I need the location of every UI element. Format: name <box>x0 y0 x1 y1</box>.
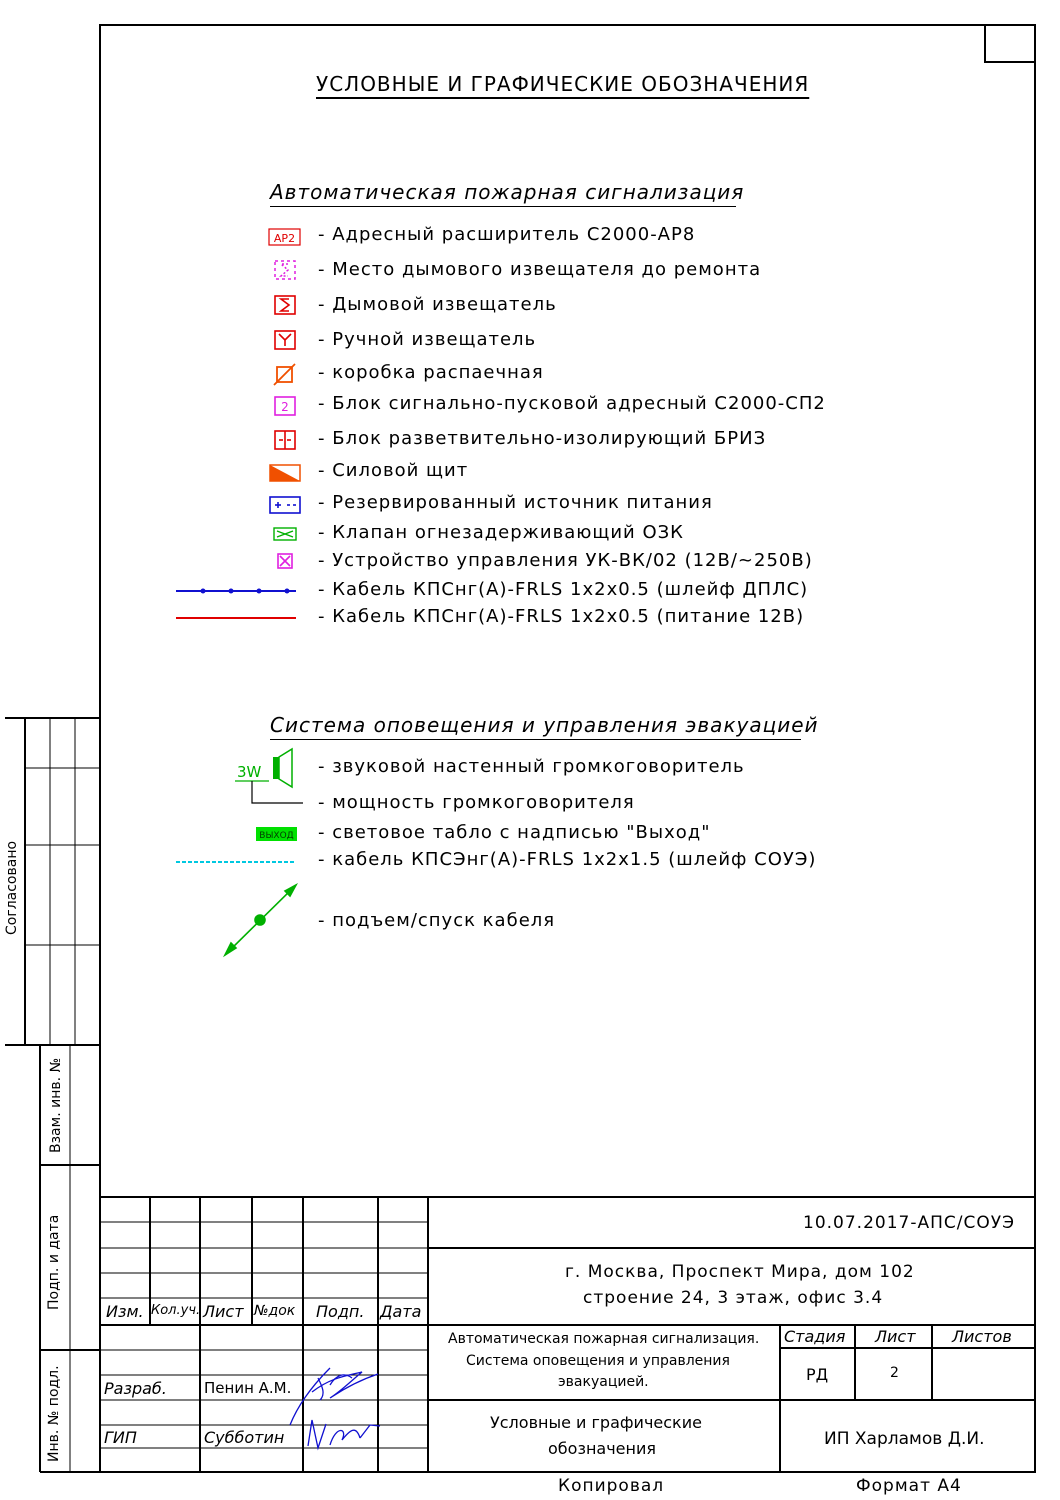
col-header-doc-no: №док <box>254 1303 296 1319</box>
document-code: 10.07.2017-АПС/СОУЭ <box>803 1213 1015 1233</box>
agreed-stamp-label: Согласовано <box>4 840 20 935</box>
aps-item-label: - Место дымового извещателя до ремонта <box>318 259 762 280</box>
aps-item-label: - Ручной извещатель <box>318 329 537 350</box>
copied-label: Копировал <box>558 1476 665 1496</box>
aps-item-label: - Кабель КПСнг(А)-FRLS 1х2х0.5 (питание 12В) <box>318 606 805 627</box>
svg-text:ВЫХОД: ВЫХОД <box>259 831 294 841</box>
original-inv-label: Инв. № подл. <box>46 1365 62 1462</box>
name-chief-engineer: Субботин <box>204 1428 285 1447</box>
aps-item-label: - Устройство управления УК-ВК/02 (12В/~250В) <box>318 550 813 571</box>
role-developer: Разраб. <box>104 1379 167 1398</box>
soue-item-label: - световое табло с надписью "Выход" <box>318 822 711 843</box>
soue-item-label: - мощность громкоговорителя <box>318 792 635 813</box>
sheet-value: 2 <box>890 1365 899 1381</box>
col-header-sign: Подп. <box>316 1302 365 1321</box>
col-header-list: Лист <box>203 1302 244 1321</box>
stage-value: РД <box>806 1365 829 1384</box>
svg-text:2: 2 <box>281 400 289 414</box>
aps-item-label: - Адресный расширитель С2000-АР8 <box>318 224 696 245</box>
replacement-inv-label: Взам. инв. № <box>48 1057 64 1153</box>
aps-item-label: - Силовой щит <box>318 460 469 481</box>
aps-item-label: - Блок сигнально-пусковой адресный С2000-СП2 <box>318 393 826 414</box>
aps-item-label: - Кабель КПСнг(А)-FRLS 1х2х0.5 (шлейф ДПЛС) <box>318 579 809 600</box>
cable-riser-icon <box>225 885 296 955</box>
wall-speaker-icon <box>235 749 292 787</box>
stage-label: Стадия <box>784 1327 846 1346</box>
project-name-line-3: эвакуацией. <box>558 1374 649 1390</box>
project-name-line-1: Автоматическая пожарная сигнализация. <box>448 1331 760 1347</box>
sheet-label: Лист <box>875 1327 916 1346</box>
svg-text:3W: 3W <box>237 763 262 781</box>
aps-item-label: - Дымовой извещатель <box>318 294 557 315</box>
format-label: Формат А4 <box>856 1476 962 1496</box>
sign-date-label: Подп. и дата <box>46 1214 62 1310</box>
svg-text:АР2: АР2 <box>273 232 296 245</box>
col-header-izm: Изм. <box>106 1302 144 1321</box>
project-name-line-2: Система оповещения и управления <box>466 1353 730 1369</box>
page-title: УСЛОВНЫЕ И ГРАФИЧЕСКИЕ ОБОЗНАЧЕНИЯ <box>316 72 810 96</box>
name-developer: Пенин А.М. <box>204 1379 292 1397</box>
exit-sign-icon <box>256 827 297 841</box>
sheets-label: Листов <box>952 1327 1012 1346</box>
drawing-title-line-2: обозначения <box>548 1439 656 1458</box>
aps-item-label: - Блок разветвительно-изолирующий БРИЗ <box>318 428 767 449</box>
speaker-power-leader-icon <box>252 781 303 803</box>
role-chief-engineer: ГИП <box>104 1428 137 1447</box>
aps-heading: Автоматическая пожарная сигнализация <box>270 180 745 204</box>
soue-item-label: - звуковой настенный громкоговоритель <box>318 756 745 777</box>
organization-name: ИП Харламов Д.И. <box>824 1429 985 1449</box>
address-line-2: строение 24, 3 этаж, офис 3.4 <box>583 1288 884 1308</box>
col-header-date: Дата <box>380 1302 422 1321</box>
aps-item-label: - Резервированный источник питания <box>318 492 713 513</box>
aps-item-label: - коробка распаечная <box>318 362 544 383</box>
aps-item-label: - Клапан огнезадерживающий ОЗК <box>318 522 684 543</box>
soue-heading: Система оповещения и управления эвакуацией <box>270 713 819 737</box>
col-header-kol-uch: Кол.уч. <box>151 1303 201 1318</box>
drawing-title-line-1: Условные и графические <box>490 1413 702 1432</box>
soue-item-label: - подъем/спуск кабеля <box>318 910 556 931</box>
address-line-1: г. Москва, Проспект Мира, дом 102 <box>565 1262 915 1282</box>
soue-item-label: - кабель КПСЭнг(А)-FRLS 1х2х1.5 (шлейф СОУЭ) <box>318 849 817 870</box>
